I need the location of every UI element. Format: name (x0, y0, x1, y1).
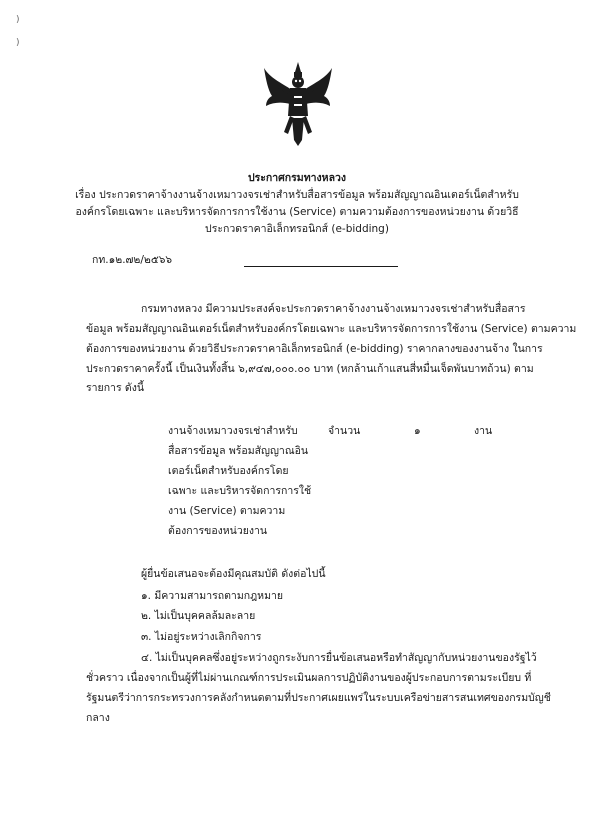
item-description-line: สื่อสารข้อมูล พร้อมสัญญาณอิน (168, 445, 309, 457)
body-paragraph-line: ข้อมูล พร้อมสัญญาณอินเตอร์เน็ตสำหรับองค์กรโดยเฉพาะ และบริหารจัดการการใช้งาน (Service) ตามความ (86, 323, 577, 335)
body-paragraph-line: ต้องการของหน่วยงาน ด้วยวิธีประกวดราคาอิเล็กทรอนิกส์ (e-bidding) ราคากลางของงานจ้าง ในการ (86, 343, 543, 355)
body-paragraph-line: กรมทางหลวง มีความประสงค์จะประกวดราคาจ้างงานจ้างเหมาวงจรเช่าสำหรับสื่อสาร (141, 303, 526, 315)
quantity-label: จำนวน (328, 425, 361, 437)
margin-mark: ) (16, 15, 20, 25)
item-description-line: เฉพาะ และบริหารจัดการการใช้ (168, 485, 312, 497)
unit-label: งาน (474, 425, 493, 437)
quantity-value: ๑ (414, 425, 421, 437)
garuda-emblem (262, 60, 334, 148)
item-description-line: งาน (Service) ตามความ (168, 505, 286, 517)
body-paragraph-line: ประกวดราคาครั้งนี้ เป็นเงินทั้งสิ้น ๖,๙๔๗,๐๐๐.๐๐ บาท (หกล้านเก้าแสนสี่หมื่นเจ็ดพันบาทถ้วน) ตาม (86, 363, 534, 375)
qualification-item: ๑. มีความสามารถตามกฎหมาย (141, 590, 284, 602)
qualifications-intro: ผู้ยื่นข้อเสนอจะต้องมีคุณสมบัติ ดังต่อไปนี้ (141, 568, 326, 580)
item-description-line: ต้องการของหน่วยงาน (168, 525, 268, 537)
subject-line: ประกวดราคาอิเล็กทรอนิกส์ (e-bidding) (205, 223, 389, 235)
subject-line: เรื่อง ประกวดราคาจ้างงานจ้างเหมาวงจรเช่าสำหรับสื่อสารข้อมูล พร้อมสัญญาณอินเตอร์เน็ตสำหรับ (75, 189, 519, 201)
separator-line (244, 266, 398, 267)
body-paragraph-line: รายการ ดังนี้ (86, 382, 145, 394)
document-number: กท.๑๒.๗๒/๒๕๖๖ (92, 254, 173, 266)
announcement-title: ประกาศกรมทางหลวง (247, 172, 347, 184)
qualification-item: ๔. ไม่เป็นบุคคลซึ่งอยู่ระหว่างถูกระงับการยื่นข้อเสนอหรือทำสัญญากับหน่วยงานของรัฐไว้ (141, 652, 537, 664)
qualification-item: ๓. ไม่อยู่ระหว่างเลิกกิจการ (141, 631, 262, 643)
qualification-item: ๒. ไม่เป็นบุคคลล้มละลาย (141, 610, 256, 622)
margin-mark: ) (16, 38, 20, 48)
subject-line: องค์กรโดยเฉพาะ และบริหารจัดการการใช้งาน (Service) ตามความต้องการของหน่วยงาน ด้วยวิธี (75, 206, 519, 218)
item-description-line: เตอร์เน็ตสำหรับองค์กรโดย (168, 465, 289, 477)
qualification-item-line: รัฐมนตรีว่าการกระทรวงการคลังกำหนดตามที่ประกาศเผยแพร่ในระบบเครือข่ายสารสนเทศของกรมบัญชี (86, 692, 551, 704)
qualification-item-line: ชั่วคราว เนื่องจากเป็นผู้ที่ไม่ผ่านเกณฑ์การประเมินผลการปฏิบัติงานของผู้ประกอบการตามระเบียบ ที่ (86, 672, 532, 684)
qualification-item-line: กลาง (86, 712, 110, 724)
item-description-line: งานจ้างเหมาวงจรเช่าสำหรับ (168, 425, 298, 437)
